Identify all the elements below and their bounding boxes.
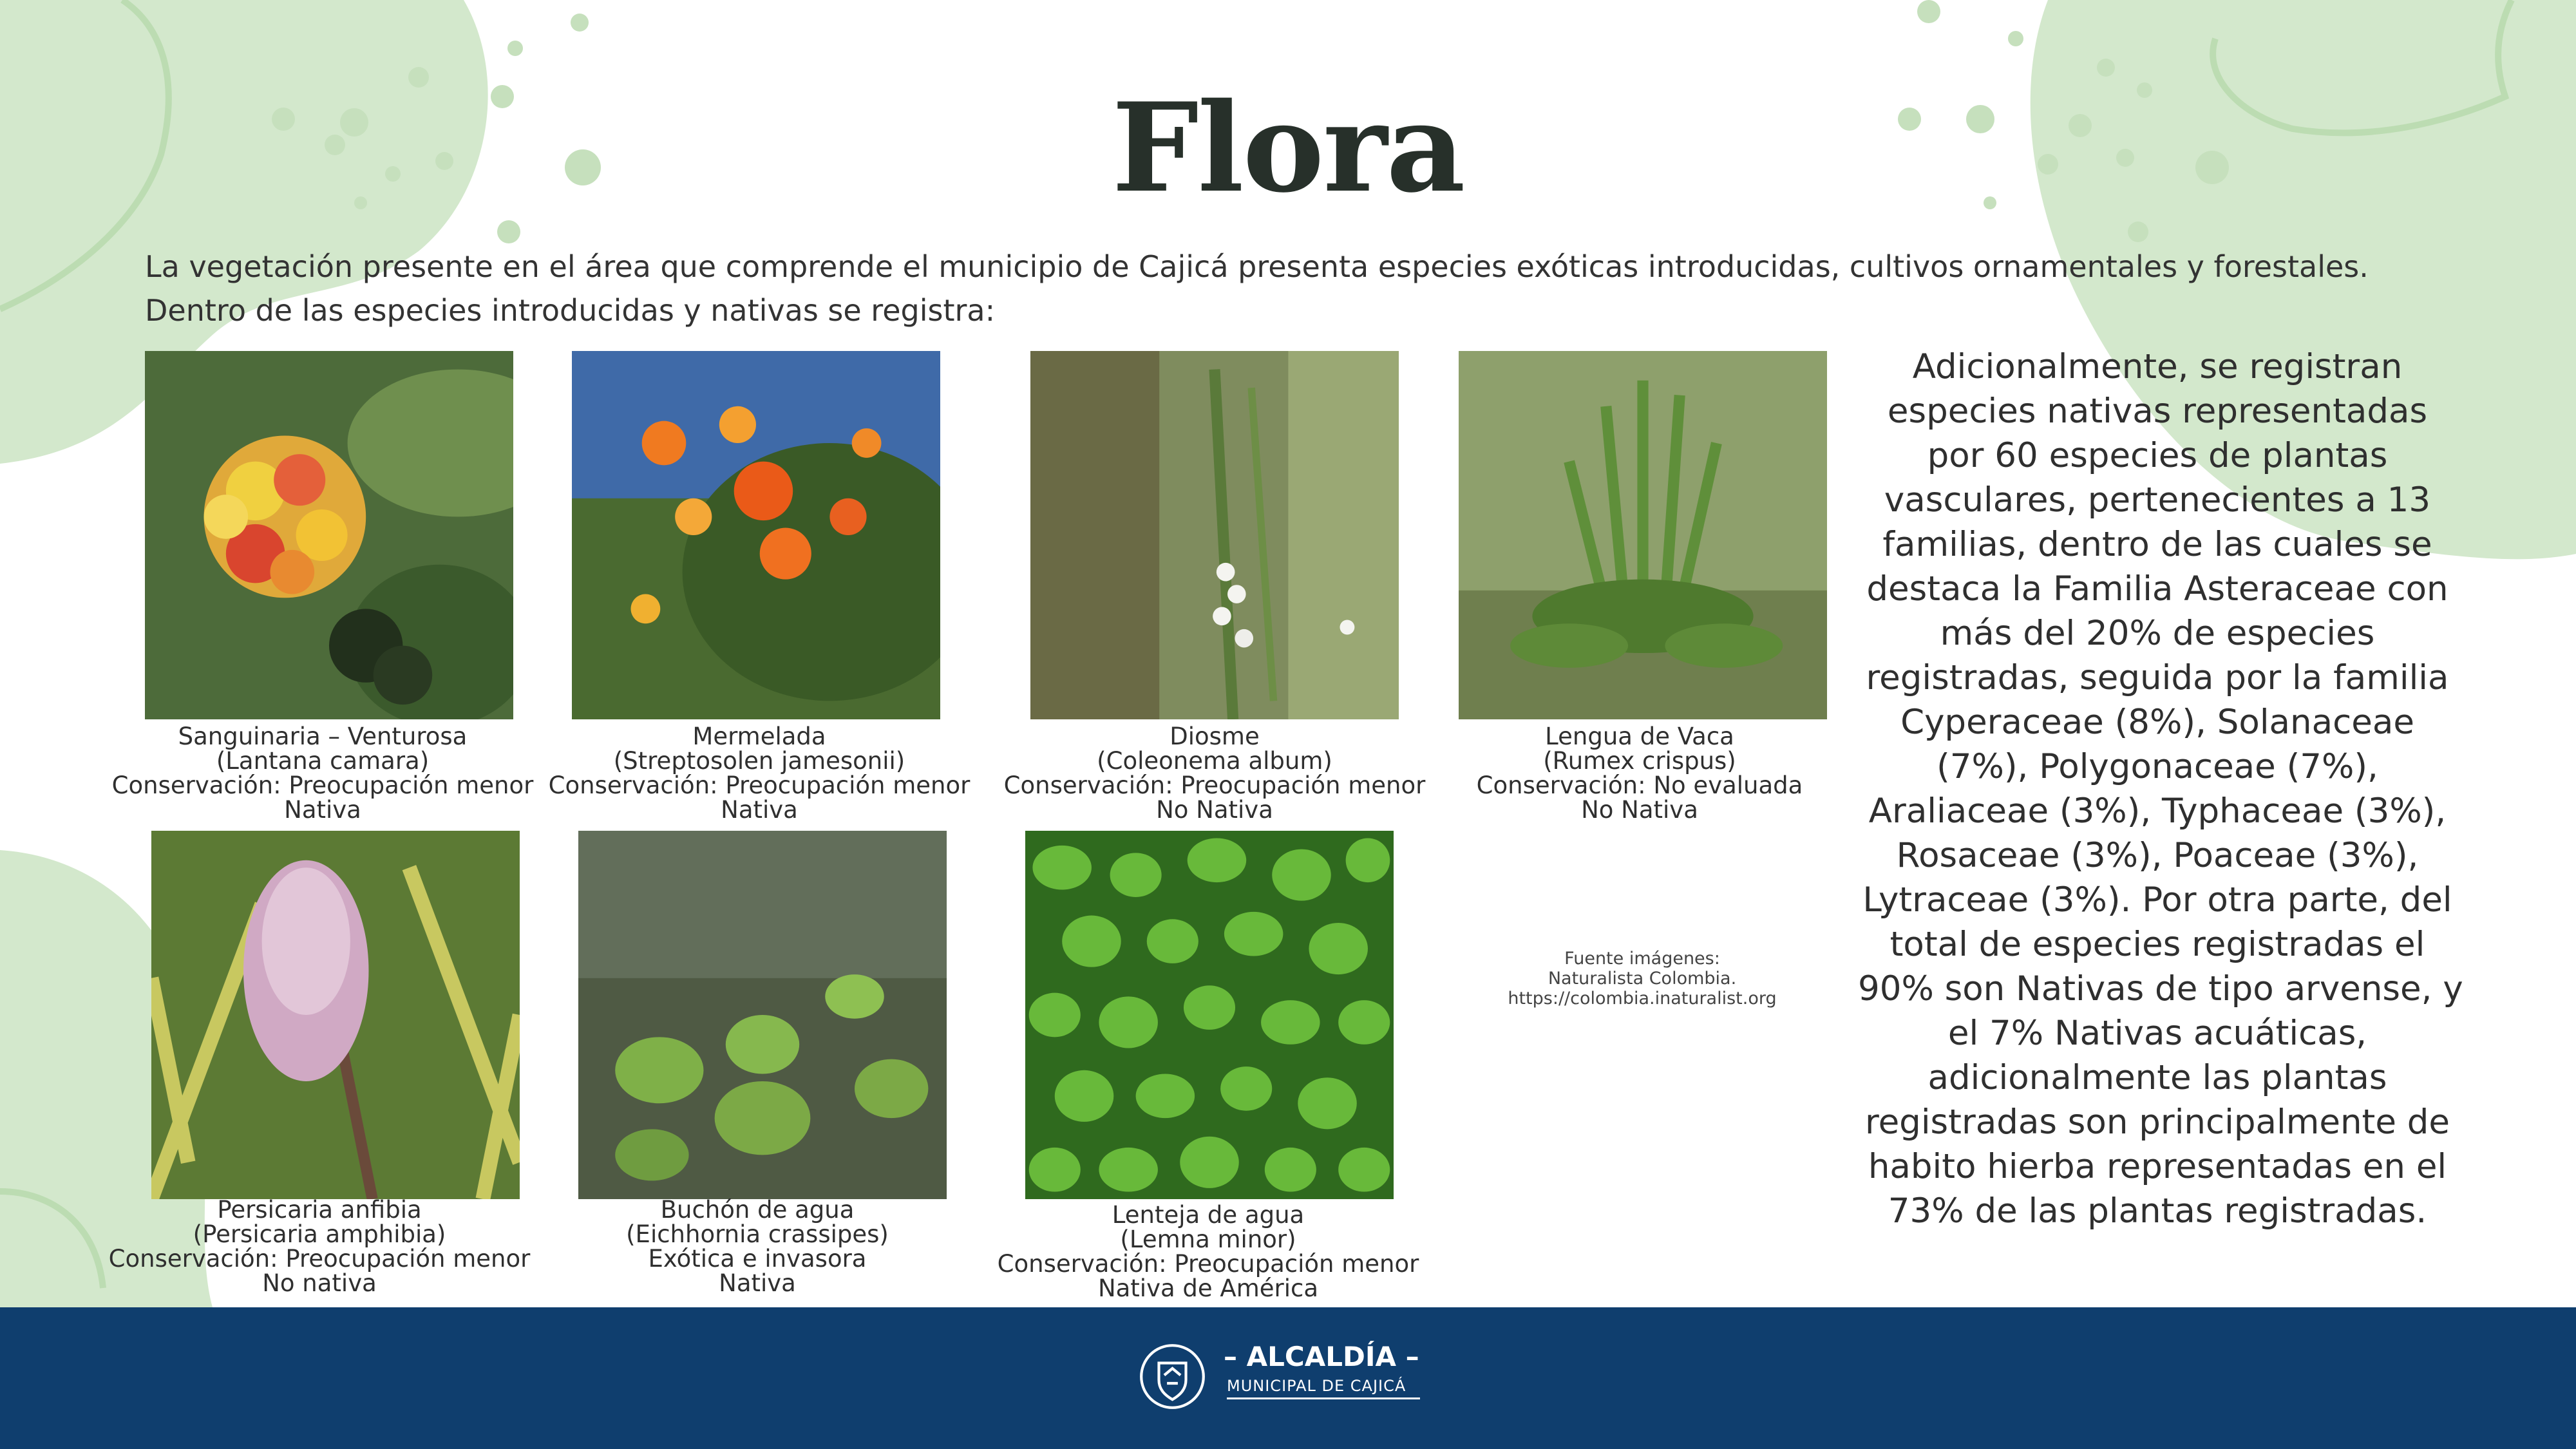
- page-title: Flora: [1112, 76, 1464, 220]
- species-conservation: Conservación: No evaluada: [1476, 772, 1803, 799]
- species-scientific: (Streptosolen jamesonii): [613, 747, 905, 775]
- side-line: vasculares, pertenecientes a 13: [1884, 480, 2431, 520]
- source-label: Fuente imágenes:: [1564, 949, 1720, 969]
- species-name: Buchón de agua: [660, 1196, 855, 1224]
- species-scientific: (Rumex crispus): [1543, 747, 1736, 775]
- side-line: familias, dentro de las cuales se: [1882, 525, 2432, 564]
- side-line: Cyperaceae (8%), Solanaceae: [1900, 703, 2414, 742]
- side-line: habito hierba representadas en el: [1868, 1147, 2447, 1186]
- side-line: registradas son principalmente de: [1864, 1103, 2450, 1142]
- species-scientific: (Eichhornia crassipes): [626, 1220, 889, 1248]
- species-scientific: (Lemna minor): [1120, 1226, 1296, 1253]
- intro-paragraph: [145, 245, 2463, 332]
- logo-subtitle: MUNICIPAL DE CAJICÁ: [1227, 1377, 1420, 1399]
- municipal-crest-icon: [1139, 1343, 1206, 1410]
- species-scientific: (Persicaria amphibia): [193, 1220, 446, 1248]
- caption-lantana: [97, 724, 548, 822]
- species-name: Persicaria anfibia: [217, 1196, 422, 1224]
- intro-line-2: Dentro de las especies introducidas y nativas se registra:: [145, 293, 996, 328]
- species-name: Sanguinaria – Venturosa: [178, 723, 468, 750]
- caption-lemna: [983, 1203, 1434, 1301]
- caption-rumex: [1414, 724, 1865, 822]
- photo-rumex: [1459, 351, 1827, 719]
- side-line: más del 20% de especies: [1940, 614, 2375, 653]
- side-line: total de especies registradas el: [1889, 925, 2425, 964]
- species-name: Mermelada: [692, 723, 826, 750]
- species-status: Nativa: [719, 1269, 796, 1297]
- side-line: especies nativas representadas: [1887, 392, 2428, 431]
- side-line: (7%), Polygonaceae (7%),: [1937, 747, 2378, 786]
- side-line: 90% son Nativas de tipo arvense, y: [1858, 969, 2463, 1009]
- species-status: Nativa: [721, 796, 798, 824]
- side-paragraph: [1858, 345, 2463, 1233]
- species-conservation: Conservación: Preocupación menor: [997, 1250, 1419, 1278]
- source-name: Naturalista Colombia.: [1548, 969, 1737, 989]
- species-conservation: Conservación: Preocupación menor: [111, 772, 534, 799]
- side-line: 73% de las plantas registradas.: [1888, 1191, 2427, 1231]
- species-name: Diosme: [1170, 723, 1260, 750]
- species-scientific: (Lantana camara): [216, 747, 430, 775]
- species-status: No nativa: [262, 1269, 377, 1297]
- side-line: adicionalmente las plantas: [1927, 1058, 2387, 1097]
- species-conservation: Conservación: Preocupación menor: [1003, 772, 1426, 799]
- caption-persicaria: [94, 1198, 545, 1296]
- caption-eichhornia: [532, 1198, 983, 1296]
- caption-coleonema: [989, 724, 1440, 822]
- side-line: Araliaceae (3%), Typhaceae (3%),: [1868, 791, 2447, 831]
- species-status: Nativa: [284, 796, 361, 824]
- photo-streptosolen: [572, 351, 940, 719]
- side-line: destaca la Familia Asteraceae con: [1866, 569, 2448, 609]
- photo-lantana: [145, 351, 513, 719]
- photo-lemna: [1025, 831, 1394, 1199]
- logo-title: – ALCALDÍA –: [1224, 1341, 1419, 1372]
- species-status: No Nativa: [1156, 796, 1273, 824]
- photo-persicaria: [151, 831, 520, 1199]
- species-status: No Nativa: [1581, 796, 1698, 824]
- side-line: Rosaceae (3%), Poaceae (3%),: [1896, 836, 2419, 875]
- side-line: registradas, seguida por la familia: [1866, 658, 2449, 697]
- intro-line-1: La vegetación presente en el área que comprende el municipio de Cajicá presenta especies exóticas introducidas, cultivos ornamentales y forestales.: [145, 249, 2369, 284]
- species-scientific: (Coleonema album): [1097, 747, 1332, 775]
- side-line: por 60 especies de plantas: [1927, 436, 2388, 475]
- species-name: Lenteja de agua: [1112, 1201, 1305, 1229]
- species-status: Nativa de América: [1097, 1274, 1319, 1302]
- photo-coleonema: [1030, 351, 1399, 719]
- photo-eichhornia: [578, 831, 947, 1199]
- species-conservation: Exótica e invasora: [648, 1245, 867, 1273]
- image-source-note: [1481, 949, 1803, 1009]
- species-conservation: Conservación: Preocupación menor: [108, 1245, 531, 1273]
- side-line: Lytraceae (3%). Por otra parte, del: [1862, 880, 2452, 920]
- species-conservation: Conservación: Preocupación menor: [548, 772, 971, 799]
- source-url: https://colombia.inaturalist.org: [1508, 989, 1777, 1009]
- species-name: Lengua de Vaca: [1545, 723, 1734, 750]
- side-line: el 7% Nativas acuáticas,: [1947, 1014, 2367, 1053]
- caption-streptosolen: [534, 724, 985, 822]
- side-line: Adicionalmente, se registran: [1912, 347, 2403, 386]
